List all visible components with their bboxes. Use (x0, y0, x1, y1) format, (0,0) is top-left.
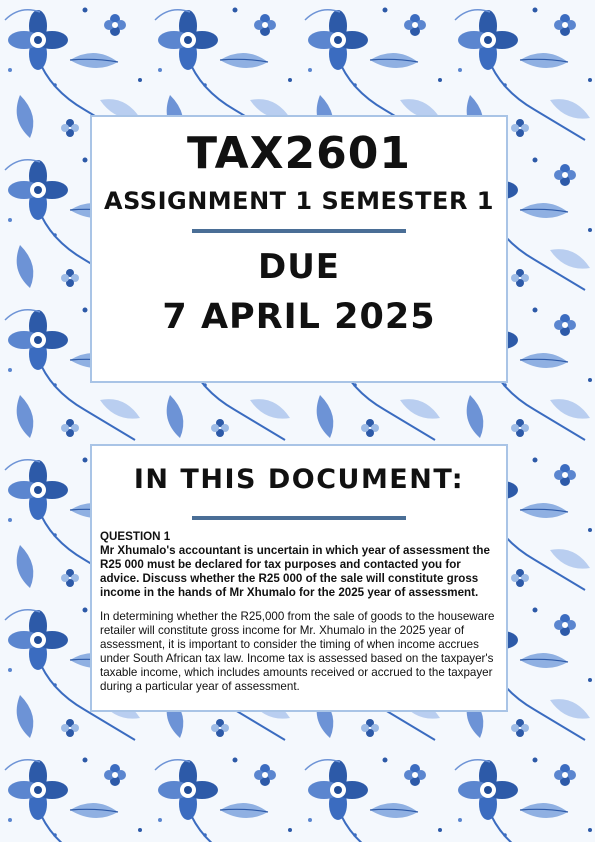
contents-panel (90, 444, 508, 712)
question-text: Mr Xhumalo's accountant is uncertain in which year of assessment the R25 000 must be declared for tax purposes and contacted you for advice. Discuss whether the R25 000 of the sale will constitute gross income in the hands of Mr Xhumalo for the 2025 year of assessment. (100, 544, 490, 599)
question-block (92, 520, 506, 694)
question-title: QUESTION 1 (100, 530, 171, 543)
contents-heading: IN THIS DOCUMENT: (133, 464, 465, 495)
answer-text: In determining whether the R25,000 from the sale of goods to the houseware retailer will constitute gross income for Mr. Xhumalo in the 2025 year of assessment, it is important to consider the timing of when income accrues under South African tax law. Income tax is assessed based on the taxpayer's taxable income, which includes amounts received or accrued to the taxpayer during a particular year of assessment. (100, 610, 495, 693)
assignment-line: ASSIGNMENT 1 SEMESTER 1 (104, 187, 494, 215)
cover-title-panel (90, 115, 508, 383)
due-date: 7 APRIL 2025 (162, 297, 436, 337)
course-code: TAX2601 (186, 128, 412, 179)
due-label: DUE (257, 247, 341, 287)
divider-rule (192, 229, 406, 233)
